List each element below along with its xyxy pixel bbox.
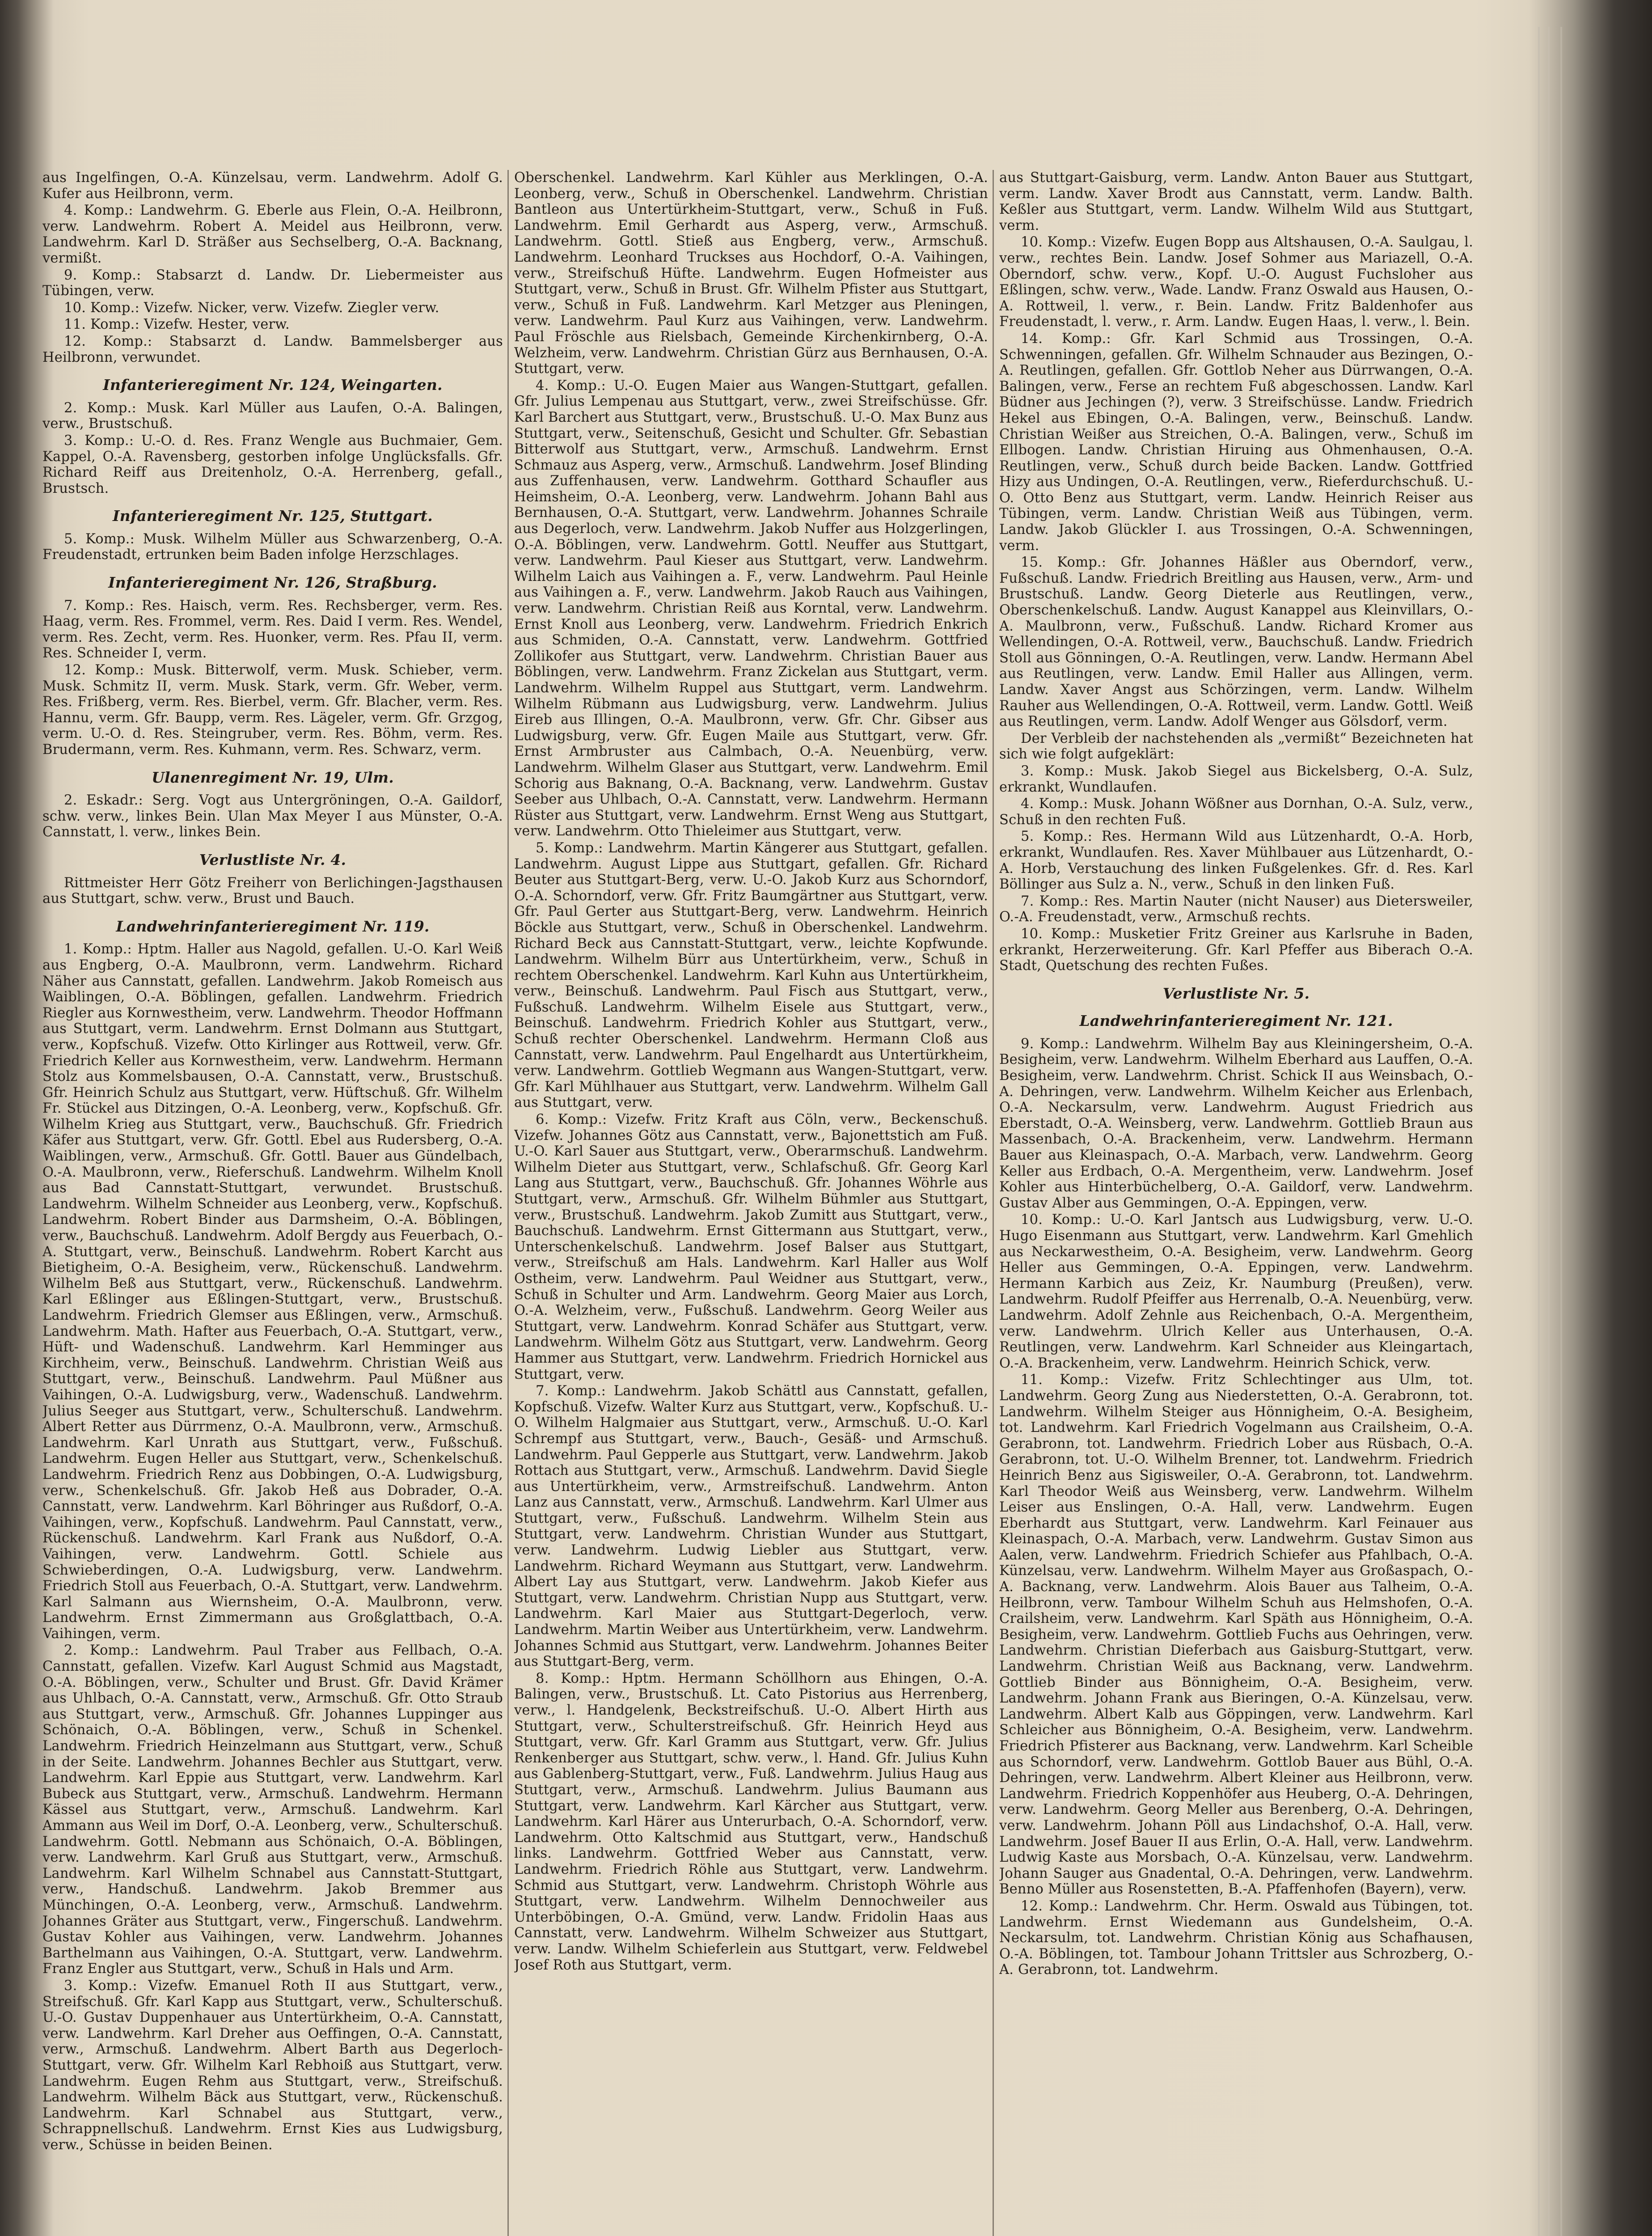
column-rule bbox=[993, 170, 994, 2236]
paragraph: aus Ingelfingen, O.-A. Künzelsau, verm. Landwehrm. Adolf G. Kufer aus Heilbronn, verm. bbox=[42, 170, 503, 202]
paragraph: 2. Komp.: Landwehrm. Paul Traber aus Fellbach, O.-A. Cannstatt, gefallen. Vizefw. Karl August Schmid aus Magstadt, O.-A. Böblingen, verw., Schulter und Brust. Gfr. David Krämer aus Uhlbach, O.-A. Cannstatt, verw., Armschuß. Gfr. Otto Straub aus Stuttgart, verw., Armschuß. Gfr. Johannes Luppinger aus Schönaich, O.-A. Böblingen, verw., Schuß in Schenkel. Landwehrm. Friedrich Heinzelmann aus Stuttgart, verw., Schuß in der Seite. Landwehrm. Johannes Bechler aus Stuttgart, verw. Landwehrm. Karl Eppie aus Stuttgart, verw. Landwehrm. Karl Bubeck aus Stuttgart, verw., Armschuß. Landwehrm. Hermann Kässel aus Stuttgart, verw., Armschuß. Landwehrm. Karl Ammann aus Weil im Dorf, O.-A. Leonberg, verw., Schulterschuß. Landwehrm. Gottl. Nebmann aus Schönaich, O.-A. Böblingen, verw. Landwehrm. Karl Gruß aus Stuttgart, verw., Armschuß. Landwehrm. Karl Wilhelm Schnabel aus Cannstatt-Stuttgart, verw., Handschuß. Landwehrm. Jakob Bremmer aus Münchingen, O.-A. Leonberg, verw., Armschuß. Landwehrm. Johannes Gräter aus Stuttgart, verw., Fingerschuß. Landwehrm. Gustav Kohler aus Vaihingen, verw. Landwehrm. Johannes Barthelmann aus Vaihingen, O.-A. Stuttgart, verw. Landwehrm. Franz Engler aus Stuttgart, verw., Schuß in Hals und Arm. bbox=[42, 1643, 503, 1977]
paragraph: 3. Komp.: Musk. Jakob Siegel aus Bickelsberg, O.-A. Sulz, erkrankt, Wundlaufen. bbox=[999, 763, 1473, 795]
paragraph: 15. Komp.: Gfr. Johannes Häßler aus Oberndorf, verw., Fußschuß. Landw. Friedrich Breitling aus Hausen, verw., Arm- und Brustschuß. Landw. Georg Dieterle aus Reutlingen, verw., Oberschenkelschuß. Landw. August Kanappel aus Kleinvillars, O.-A. Maulbronn, verw., Fußschuß. Landw. Richard Kromer aus Wellendingen, O.-A. Rottweil, verw., Bauchschuß. Landw. Friedrich Stoll aus Gönningen, O.-A. Reutlingen, verw. Landw. Hermann Abel aus Reutlingen, verw. Landw. Emil Haller aus Allingen, verm. Landw. Xaver Angst aus Schörzingen, verm. Landw. Wilhelm Rauher aus Wellendingen, O.-A. Rottweil, verm. Landw. Gottl. Weiß aus Reutlingen, verm. Landw. Adolf Wenger aus Gölsdorf, verm. bbox=[999, 555, 1473, 730]
paragraph: 10. Komp.: Musketier Fritz Greiner aus Karlsruhe in Baden, erkrankt, Herzerweiterung. Gfr. Karl Pfeffer aus Biberach O.-A. Stadt, Quetschung des rechten Fußes. bbox=[999, 926, 1473, 974]
paragraph: 2. Komp.: Musk. Karl Müller aus Laufen, O.-A. Balingen, verw., Brustschuß. bbox=[42, 400, 503, 432]
paragraph: Der Verbleib der nachstehenden als „vermißt“ Bezeichneten hat sich wie folgt aufgeklärt: bbox=[999, 730, 1473, 762]
column-rule bbox=[507, 170, 509, 2236]
page-edge-line bbox=[1538, 27, 1540, 2236]
paragraph: 10. Komp.: Vizefw. Eugen Bopp aus Altshausen, O.-A. Saulgau, l. verw., rechtes Bein. Landw. Josef Sohmer aus Mariazell, O.-A. Oberndorf, schw. verw., Kopf. U.-O. August Fuchsloher aus Eßlingen, schw. verw., Wade. Landw. Franz Oswald aus Hausen, O.-A. Rottweil, l. verw., r. Bein. Landw. Fritz Baldenhofer aus Freudenstadt, l. verw., r. Arm. Landw. Eugen Haas, l. verw., l. Bein. bbox=[999, 234, 1473, 330]
paragraph: aus Stuttgart-Gaisburg, verm. Landw. Anton Bauer aus Stuttgart, verm. Landw. Xaver Brodt aus Cannstatt, verm. Landw. Balth. Keßler aus Stuttgart, verm. Landw. Wilhelm Wild aus Stuttgart, verm. bbox=[999, 170, 1473, 233]
section-heading: Infanterieregiment Nr. 126, Straßburg. bbox=[108, 574, 437, 592]
paragraph: 2. Eskadr.: Serg. Vogt aus Untergröningen, O.-A. Gaildorf, schw. verw., linkes Bein. Ulan Max Meyer I aus Münster, O.-A. Cannstatt, l. verw., linkes Bein. bbox=[42, 792, 503, 840]
paragraph: 12. Komp.: Landwehrm. Chr. Herm. Oswald aus Tübingen, tot. Landwehrm. Ernst Wiedemann aus Gundelsheim, O.-A. Neckarsulm, tot. Landwehrm. Christian König aus Schafhausen, O.-A. Böblingen, tot. Tambour Johann Trittsler aus Schrozberg, O.-A. Gerabronn, tot. Landwehrm. bbox=[999, 1898, 1473, 1978]
page-edge-line bbox=[1548, 27, 1550, 2236]
paragraph: 6. Komp.: Vizefw. Fritz Kraft aus Cöln, verw., Beckenschuß. Vizefw. Johannes Götz aus Cannstatt, verw., Bajonettstich am Fuß. U.-O. Karl Sauer aus Stuttgart, verw., Oberarmschuß. Landwehrm. Wilhelm Dieter aus Stuttgart, verw., Schlafschuß. Gfr. Georg Karl Lang aus Stuttgart, verw., Bauchschuß. Gfr. Johannes Wöhrle aus Stuttgart, verw., Armschuß. Gfr. Wilhelm Bühmler aus Stuttgart, verw., Brustschuß. Landwehrm. Jakob Zumitt aus Stuttgart, verw., Bauchschuß. Landwehrm. Ernst Gittermann aus Stuttgart, verw., Unterschenkelschuß. Landwehrm. Josef Balser aus Stuttgart, verw., Streifschuß am Hals. Landwehrm. Karl Haller aus Wolf Ostheim, verw. Landwehrm. Paul Weidner aus Stuttgart, verw., Schuß in Schulter und Arm. Landwehrm. Georg Maier aus Lorch, O.-A. Welzheim, verw., Fußschuß. Landwehrm. Georg Weiler aus Stuttgart, verw. Landwehrm. Konrad Schäfer aus Stuttgart, verw. Landwehrm. Wilhelm Götz aus Stuttgart, verw. Landwehrm. Georg Hammer aus Stuttgart, verw. Landwehrm. Friedrich Hornickel aus Stuttgart, verw. bbox=[514, 1112, 988, 1382]
section-heading: Ulanenregiment Nr. 19, Ulm. bbox=[152, 768, 394, 786]
paragraph: 11. Komp.: Vizefw. Hester, verw. bbox=[64, 317, 290, 333]
paragraph: 7. Komp.: Landwehrm. Jakob Schättl aus Cannstatt, gefallen, Kopfschuß. Vizefw. Walter Kurz aus Stuttgart, verw., Kopfschuß. U.-O. Wilhelm Halgmaier aus Stuttgart, verw., Armschuß. U.-O. Karl Schrempf aus Stuttgart, verw., Bauch-, Gesäß- und Armschuß. Landwehrm. Paul Gepperle aus Stuttgart, verw. Landwehrm. Jakob Rottach aus Stuttgart, verw., Armschuß. Landwehrm. David Siegle aus Untertürkheim, verw., Armstreifschuß. Landwehrm. Anton Lanz aus Cannstatt, verw., Armschuß. Landwehrm. Karl Ulmer aus Stuttgart, verw., Fußschuß. Landwehrm. Wilhelm Stein aus Stuttgart, verw. Landwehrm. Christian Wunder aus Stuttgart, verw. Landwehrm. Ludwig Liebler aus Stuttgart, verw. Landwehrm. Richard Weymann aus Stuttgart, verw. Landwehrm. Albert Lay aus Stuttgart, verw. Landwehrm. Jakob Kiefer aus Stuttgart, verw. Landwehrm. Christian Nupp aus Stuttgart, verw. Landwehrm. Karl Maier aus Stuttgart-Degerloch, verw. Landwehrm. Martin Weiber aus Untertürkheim, verw. Landwehrm. Johannes Schmid aus Stuttgart, verw. Landwehrm. Johannes Beiter aus Stuttgart-Berg, verm. bbox=[514, 1383, 988, 1670]
column-right bbox=[999, 170, 1473, 2236]
paragraph: 5. Komp.: Musk. Wilhelm Müller aus Schwarzenberg, O.-A. Freudenstadt, ertrunken beim Baden infolge Herzschlages. bbox=[42, 531, 503, 563]
section-heading: Landwehrinfanterieregiment Nr. 121. bbox=[1079, 1012, 1393, 1030]
paragraph: 1. Komp.: Hptm. Haller aus Nagold, gefallen. U.-O. Karl Weiß aus Engberg, O.-A. Maulbronn, verm. Landwehrm. Richard Näher aus Cannstatt, gefallen. Landwehrm. Jakob Romeisch aus Waiblingen, O.-A. Böblingen, gefallen. Landwehrm. Friedrich Riegler aus Kornwestheim, verw. Landwehrm. Theodor Hoffmann aus Stuttgart, verm. Landwehrm. Ernst Dolmann aus Stuttgart, verw., Kopfschuß. Vizefw. Otto Kirlinger aus Rottweil, verw. Gfr. Friedrich Keller aus Kornwestheim, verw. Landwehrm. Hermann Stolz aus Kommelsbausen, O.-A. Cannstatt, verw., Brustschuß. Gfr. Heinrich Schulz aus Stuttgart, verw. Hüftschuß. Gfr. Wilhelm Fr. Stückel aus Ditzingen, O.-A. Leonberg, verw., Kopfschuß. Gfr. Wilhelm Krieg aus Stuttgart, verw., Bauchschuß. Gfr. Friedrich Käfer aus Stuttgart, verw. Gfr. Gottl. Ebel aus Rudersberg, O.-A. Waiblingen, verw., Armschuß. Gfr. Gottl. Bauer aus Gündelbach, O.-A. Maulbronn, verw., Rieferschuß. Landwehrm. Wilhelm Knoll aus Bad Cannstatt-Stuttgart, verwundet. Brustschuß. Landwehrm. Wilhelm Schneider aus Leonberg, verw., Kopfschuß. Landwehrm. Robert Binder aus Darmsheim, O.-A. Böblingen, verw., Bauchschuß. Landwehrm. Adolf Bergdy aus Feuerbach, O.-A. Stuttgart, verw., Beinschuß. Landwehrm. Robert Karcht aus Bietigheim, O.-A. Besigheim, verw., Rückenschuß. Landwehrm. Wilhelm Beß aus Stuttgart, verw., Rückenschuß. Landwehrm. Karl Eßlinger aus Eßlingen-Stuttgart, verw., Brustschuß. Landwehrm. Friedrich Glemser aus Eßlingen, verw., Armschuß. Landwehrm. Math. Hafter aus Feuerbach, O.-A. Stuttgart, verw., Hüft- und Wadenschuß. Landwehrm. Karl Hemminger aus Kirchheim, verw., Beinschuß. Landwehrm. Christian Weiß aus Stuttgart, verw., Beinschuß. Landwehrm. Paul Müßner aus Vaihingen, O.-A. Ludwigsburg, verw., Wadenschuß. Landwehrm. Julius Seeger aus Stuttgart, verw., Schulterschuß. Landwehrm. Albert Retter aus Dürrmenz, O.-A. Maulbronn, verw., Armschuß. Landwehrm. Karl Unrath aus Stuttgart, verw., Fußschuß. Landwehrm. Eugen Heller aus Stuttgart, verw., Schenkelschuß. Landwehrm. Friedrich Renz aus Dobbingen, O.-A. Ludwigsburg, verw., Schenkelschuß. Gfr. Jakob Heß aus Dobrader, O.-A. Cannstatt, verw. Landwehrm. Karl Böhringer aus Rußdorf, O.-A. Vaihingen, verw., Kopfschuß. Landwehrm. Paul Cannstatt, verw., Rückenschuß. Landwehrm. Karl Frank aus Nußdorf, O.-A. Vaihingen, verw. Landwehrm. Gottl. Schiele aus Schwieberdingen, O.-A. Ludwigsburg, verw. Landwehrm. Friedrich Stoll aus Feuerbach, O.-A. Stuttgart, verw. Landwehrm. Karl Salmann aus Wiernsheim, O.-A. Maulbronn, verw. Landwehrm. Ernst Zimmermann aus Großglattbach, O.-A. Vaihingen, verm. bbox=[42, 941, 503, 1642]
paragraph: Rittmeister Herr Götz Freiherr von Berlichingen-Jagsthausen aus Stuttgart, schw. verw., Brust und Bauch. bbox=[42, 875, 503, 907]
column-left bbox=[42, 170, 503, 2236]
paragraph: 11. Komp.: Vizefw. Fritz Schlechtinger aus Ulm, tot. Landwehrm. Georg Zung aus Niederstetten, O.-A. Gerabronn, tot. Landwehrm. Wilhelm Steiger aus Hönnigheim, O.-A. Besigheim, tot. Landwehrm. Karl Friedrich Vogelmann aus Crailsheim, O.-A. Gerabronn, tot. Landwehrm. Friedrich Lober aus Rüsbach, O.-A. Gerabronn, tot. U.-O. Wilhelm Brenner, tot. Landwehrm. Friedrich Heinrich Benz aus Sigisweiler, O.-A. Gerabronn, tot. Landwehrm. Karl Theodor Weiß aus Weinsberg, verw. Landwehrm. Wilhelm Leiser aus Enslingen, O.-A. Hall, verw. Landwehrm. Eugen Eberhardt aus Stuttgart, verw. Landwehrm. Karl Feinauer aus Kleinaspach, O.-A. Marbach, verw. Landwehrm. Gustav Simon aus Aalen, verw. Landwehrm. Friedrich Schiefer aus Pfahlbach, O.-A. Künzelsau, verw. Landwehrm. Wilhelm Mayer aus Großaspach, O.-A. Backnang, verw. Landwehrm. Alois Bauer aus Talheim, O.-A. Heilbronn, verw. Tambour Wilhelm Schuh aus Helmshofen, O.-A. Crailsheim, verw. Landwehrm. Karl Späth aus Hönnigheim, O.-A. Besigheim, verw. Landwehrm. Gottlieb Fuchs aus Oehringen, verw. Landwehrm. Christian Dieferbach aus Gaisburg-Stuttgart, verw. Landwehrm. Christian Weiß aus Backnang, verw. Landwehrm. Gottlieb Binder aus Bönnigheim, O.-A. Besigheim, verw. Landwehrm. Johann Frank aus Bieringen, O.-A. Künzelsau, verw. Landwehrm. Albert Kalb aus Göppingen, verw. Landwehrm. Karl Schleicher aus Bönnigheim, O.-A. Besigheim, verw. Landwehrm. Friedrich Pfisterer aus Backnang, verw. Landwehrm. Karl Scheible aus Schorndorf, verw. Landwehrm. Gottlob Bauer aus Bühl, O.-A. Dehringen, verw. Landwehrm. Albert Kleiner aus Heilbronn, verw. Landwehrm. Friedrich Koppenhöfer aus Heuberg, O.-A. Dehringen, verw. Landwehrm. Georg Meller aus Berenberg, O.-A. Dehringen, verw. Landwehrm. Johann Pöll aus Lindachshof, O.-A. Hall, verw. Landwehrm. Josef Bauer II aus Erlin, O.-A. Hall, verw. Landwehrm. Ludwig Kaste aus Morsbach, O.-A. Künzelsau, verw. Landwehrm. Johann Sauger aus Gnadental, O.-A. Dehringen, verw. Landwehrm. Benno Müller aus Rosenstetten, B.-A. Pfaffenhofen (Bayern), verw. bbox=[999, 1372, 1473, 1897]
paragraph: Oberschenkel. Landwehrm. Karl Kühler aus Merklingen, O.-A. Leonberg, verw., Schuß in Oberschenkel. Landwehrm. Christian Bantleon aus Untertürkheim-Stuttgart, verw., Schuß in Fuß. Landwehrm. Emil Gerhardt aus Asperg, verw., Armschuß. Landwehrm. Gottl. Stieß aus Engberg, verw., Armschuß. Landwehrm. Leonhard Truckses aus Hochdorf, O.-A. Vaihingen, verw., Streifschuß Hüfte. Landwehrm. Eugen Hofmeister aus Stuttgart, verw., Schuß in Brust. Gfr. Wilhelm Pfister aus Stuttgart, verw., Schuß in Fuß. Landwehrm. Karl Metzger aus Pleningen, verw. Landwehrm. Paul Kurz aus Vaihingen, verw. Landwehrm. Paul Fröschle aus Rielsbach, Gemeinde Kirchenkirnberg, O.-A. Welzheim, verw. Landwehrm. Christian Gürz aus Bernhausen, O.-A. Stuttgart, verw. bbox=[514, 170, 988, 377]
paragraph: 10. Komp.: Vizefw. Nicker, verw. Vizefw. Ziegler verw. bbox=[64, 300, 439, 316]
paragraph: 3. Komp.: U.-O. d. Res. Franz Wengle aus Buchmaier, Gem. Kappel, O.-A. Ravensberg, gestorben infolge Unglücksfalls. Gfr. Richard Reiff aus Dreitenholz, O.-A. Herrenberg, gefall., Brustsch. bbox=[42, 432, 503, 496]
section-heading: Infanterieregiment Nr. 125, Stuttgart. bbox=[113, 507, 433, 525]
paragraph: 7. Komp.: Res. Martin Nauter (nicht Nauser) aus Dietersweiler, O.-A. Freudenstadt, verw., Armschuß rechts. bbox=[999, 893, 1473, 925]
section-heading: Landwehrinfanterieregiment Nr. 119. bbox=[116, 917, 430, 935]
column-middle bbox=[514, 170, 988, 2236]
paragraph: 8. Komp.: Hptm. Hermann Schöllhorn aus Ehingen, O.-A. Balingen, verw., Brustschuß. Lt. Cato Pistorius aus Herrenberg, verw., l. Handgelenk, Beckstreifschuß. U.-O. Albert Hirth aus Stuttgart, verw., Schulterstreifschuß. Gfr. Heinrich Heyd aus Stuttgart, verw. Gfr. Karl Gramm aus Stuttgart, verw. Gfr. Julius Renkenberger aus Stuttgart, schw. verw., l. Hand. Gfr. Julius Kuhn aus Gablenberg-Stuttgart, verw., Fuß. Landwehrm. Julius Haug aus Stuttgart, verw., Armschuß. Landwehrm. Julius Baumann aus Stuttgart, verw. Landwehrm. Karl Kärcher aus Stuttgart, verw. Landwehrm. Karl Härer aus Unterurbach, O.-A. Schorndorf, verw. Landwehrm. Otto Kaltschmid aus Stuttgart, verw., Handschuß links. Landwehrm. Gottfried Weber aus Cannstatt, verw. Landwehrm. Friedrich Röhle aus Stuttgart, verw. Landwehrm. Schmid aus Stuttgart, verw. Landwehrm. Christoph Wöhrle aus Stuttgart, verw. Landwehrm. Wilhelm Dennochweiler aus Unterböbingen, O.-A. Gmünd, verw. Landw. Fridolin Haas aus Cannstatt, verw. Landwehrm. Wilhelm Schweizer aus Stuttgart, verw. Landw. Wilhelm Schieferlein aus Stuttgart, verw. Feldwebel Josef Roth aus Stuttgart, verm. bbox=[514, 1670, 988, 1973]
paragraph: 12. Komp.: Stabsarzt d. Landw. Bammelsberger aus Heilbronn, verwundet. bbox=[42, 333, 503, 365]
paragraph: 4. Komp.: Landwehrm. G. Eberle aus Flein, O.-A. Heilbronn, verw. Landwehrm. Robert A. Meidel aus Heilbronn, verw. Landwehrm. Karl D. Sträßer aus Sechselberg, O.-A. Backnang, vermißt. bbox=[42, 203, 503, 266]
section-heading: Infanterieregiment Nr. 124, Weingarten. bbox=[103, 376, 443, 394]
paragraph: 10. Komp.: U.-O. Karl Jantsch aus Ludwigsburg, verw. U.-O. Hugo Eisenmann aus Stuttgart, verw. Landwehrm. Karl Gmehlich aus Neckarwestheim, O.-A. Besigheim, verw. Landwehrm. Georg Heller aus Gemmingen, O.-A. Eppingen, verw. Landwehrm. Hermann Karbich aus Zeiz, Kr. Naumburg (Preußen), verw. Landwehrm. Rudolf Pfeiffer aus Herrenalb, O.-A. Neuenbürg, verw. Landwehrm. Adolf Zehnle aus Reichenbach, O.-A. Mergentheim, verw. Landwehrm. Ulrich Keller aus Unterhausen, O.-A. Reutlingen, verw. Landwehrm. Karl Schneider aus Kleingartach, O.-A. Brackenheim, verw. Landwehrm. Heinrich Schick, verw. bbox=[999, 1212, 1473, 1371]
page-edge-line bbox=[1560, 27, 1562, 2236]
paragraph: 12. Komp.: Musk. Bitterwolf, verm. Musk. Schieber, verm. Musk. Schmitz II, verm. Musk. Stark, verm. Gfr. Weber, verm. Res. Frißberg, verm. Res. Bierbel, verm. Gfr. Blacher, verm. Res. Hannu, verm. Gfr. Baupp, verm. Res. Lägeler, verm. Gfr. Grzgog, verm. U.-O. d. Res. Steingruber, verm. Res. Böhm, verm. Res. Brudermann, verm. Res. Kuhmann, verm. Res. Schwarz, verm. bbox=[42, 662, 503, 758]
paragraph: 9. Komp.: Landwehrm. Wilhelm Bay aus Kleiningersheim, O.-A. Besigheim, verw. Landwehrm. Wilhelm Eberhard aus Lauffen, O.-A. Besigheim, verw. Landwehrm. Christ. Schick II aus Weinsbach, O.-A. Dehringen, verw. Landwehrm. Wilhelm Keicher aus Erlenbach, O.-A. Neckarsulm, verw. Landwehrm. August Friedrich aus Eberstadt, O.-A. Weinsberg, verw. Landwehrm. Gottlieb Braun aus Massenbach, O.-A. Brackenheim, verw. Landwehrm. Hermann Bauer aus Kleinaspach, O.-A. Marbach, verw. Landwehrm. Georg Keller aus Erdbach, O.-A. Mergentheim, verw. Landwehrm. Josef Kohler aus Hinterbüchelberg, O.-A. Gaildorf, verw. Landwehrm. Gustav Alber aus Gemmingen, O.-A. Eppingen, verw. bbox=[999, 1036, 1473, 1211]
paragraph: 4. Komp.: U.-O. Eugen Maier aus Wangen-Stuttgart, gefallen. Gfr. Julius Lempenau aus Stuttgart, verw., zwei Streifschüsse. Gfr. Karl Barchert aus Stuttgart, verw., Brustschuß. U.-O. Max Bunz aus Stuttgart, verw., Seitenschuß, Gesicht und Schulter. Gfr. Sebastian Bitterwolf aus Stuttgart, verw., Armschuß. Landwehrm. Ernst Schmauz aus Asperg, verw., Armschuß. Landwehrm. Josef Blinding aus Zuffenhausen, verw. Landwehrm. Gotthard Schaufler aus Heimsheim, O.-A. Leonberg, verw. Landwehrm. Johann Bahl aus Bernhausen, O.-A. Stuttgart, verw. Landwehrm. Johannes Schraile aus Degerloch, verw. Landwehrm. Jakob Nuffer aus Holzgerlingen, O.-A. Böblingen, verw. Landwehrm. Gottl. Neuffer aus Stuttgart, verw. Landwehrm. Paul Kieser aus Stuttgart, verw. Landwehrm. Wilhelm Laich aus Vaihingen a. F., verw. Landwehrm. Paul Heinle aus Vaihingen a. F., verw. Landwehrm. Jakob Rauch aus Vaihingen, verw. Landwehrm. Christian Reiß aus Korntal, verw. Landwehrm. Ernst Knoll aus Leonberg, verw. Landwehrm. Friedrich Enkrich aus Schmiden, O.-A. Cannstatt, verw. Landwehrm. Gottfried Zollikofer aus Stuttgart, verw. Landwehrm. Christian Bauer aus Böblingen, verw. Landwehrm. Franz Zickelan aus Stuttgart, verm. Landwehrm. Wilhelm Ruppel aus Stuttgart, verm. Landwehrm. Wilhelm Rübmann aus Ludwigsburg, verw. Landwehrm. Julius Eireb aus Illingen, O.-A. Maulbronn, verw. Gfr. Chr. Gibser aus Ludwigsburg, verw. Gfr. Eugen Maile aus Stuttgart, verw. Gfr. Ernst Armbruster aus Calmbach, O.-A. Neuenbürg, verw. Landwehrm. Wilhelm Glaser aus Stuttgart, verw. Landwehrm. Emil Schorig aus Baknang, O.-A. Backnang, verw. Landwehrm. Gustav Seeber aus Uhlbach, O.-A. Cannstatt, verw. Landwehrm. Hermann Rüster aus Stuttgart, verw. Landwehrm. Ernst Weng aus Stuttgart, verw. Landwehrm. Otto Thieleimer aus Stuttgart, verw. bbox=[514, 377, 988, 839]
newspaper-page bbox=[42, 170, 1478, 2236]
paragraph: 7. Komp.: Res. Haisch, verm. Res. Rechsberger, verm. Res. Haag, verm. Res. Frommel, verm. Res. Daid I verm. Res. Wendel, verm. Res. Zecht, verm. Res. Huonker, verm. Res. Pfau II, verm. Res. Schneider I, verm. bbox=[42, 597, 503, 661]
paragraph: 14. Komp.: Gfr. Karl Schmid aus Trossingen, O.-A. Schwenningen, gefallen. Gfr. Wilhelm Schnauder aus Bezingen, O.-A. Reutlingen, gefallen. Gfr. Gottlob Neher aus Dürrwangen, O.-A. Balingen, verw., Ferse an rechtem Fuß abgeschossen. Landw. Karl Büdner aus Jechingen (?), verw. 3 Streifschüsse. Landw. Friedrich Hekel aus Ebingen, O.-A. Balingen, verw., Beinschuß. Landw. Christian Weißer aus Streichen, O.-A. Balingen, verw., Schuß im Ellbogen. Landw. Christian Hiruing aus Ohmenhausen, O.-A. Reutlingen, verw., Schuß durch beide Backen. Landw. Gottfried Hizy aus Undingen, O.-A. Reutlingen, verw., Rieferdurchschuß. U.-O. Otto Benz aus Stuttgart, verm. Landw. Heinrich Reiser aus Tübingen, verm. Landw. Christian Weiß aus Tübingen, verm. Landw. Jakob Glückler I. aus Trossingen, O.-A. Schwenningen, verm. bbox=[999, 330, 1473, 554]
paragraph: 4. Komp.: Musk. Johann Wößner aus Dornhan, O.-A. Sulz, verw., Schuß in den rechten Fuß. bbox=[999, 796, 1473, 828]
paragraph: 5. Komp.: Landwehrm. Martin Kängerer aus Stuttgart, gefallen. Landwehrm. August Lippe aus Stuttgart, gefallen. Gfr. Richard Beuter aus Stuttgart-Berg, verw. U.-O. Jakob Kurz aus Schorndorf, O.-A. Schorndorf, verw. Gfr. Fritz Baumgärtner aus Stuttgart, verw. Gfr. Paul Gerter aus Stuttgart-Berg, verw. Landwehrm. Heinrich Böckle aus Stuttgart, verw., Schuß in Oberschenkel. Landwehrm. Richard Beck aus Cannstatt-Stuttgart, verw., leichte Kopfwunde. Landwehrm. Wilhelm Bürr aus Untertürkheim, verw., Schuß in rechtem Oberschenkel. Landwehrm. Karl Kuhn aus Untertürkheim, verw., Beinschuß. Landwehrm. Paul Fisch aus Stuttgart, verw., Fußschuß. Landwehrm. Wilhelm Eisele aus Stuttgart, verw., Beinschuß. Landwehrm. Friedrich Kohler aus Stuttgart, verw., Schuß rechter Oberschenkel. Landwehrm. Hermann Cloß aus Cannstatt, verw. Landwehrm. Paul Engelhardt aus Untertürkheim, verw. Landwehrm. Gottlieb Wegmann aus Wangen-Stuttgart, verw. Gfr. Karl Mühlhauer aus Stuttgart, verw. Landwehrm. Wilhelm Gall aus Stuttgart, verw. bbox=[514, 840, 988, 1111]
paragraph: 9. Komp.: Stabsarzt d. Landw. Dr. Liebermeister aus Tübingen, verw. bbox=[42, 267, 503, 299]
paragraph: 5. Komp.: Res. Hermann Wild aus Lützenhardt, O.-A. Horb, erkrankt, Wundlaufen. Res. Xaver Mühlbauer aus Lützenhardt, O.-A. Horb, Verstauchung des linken Fußgelenkes. Gfr. d. Res. Karl Böllinger aus Sulz a. N., verw., Schuß in den linken Fuß. bbox=[999, 829, 1473, 893]
section-heading: Verlustliste Nr. 5. bbox=[1162, 984, 1310, 1002]
section-heading: Verlustliste Nr. 4. bbox=[199, 851, 346, 868]
paragraph: 3. Komp.: Vizefw. Emanuel Roth II aus Stuttgart, verw., Streifschuß. Gfr. Karl Kapp aus Stuttgart, verw., Schulterschuß. U.-O. Gustav Duppenhauer aus Untertürkheim, O.-A. Cannstatt, verw. Landwehrm. Karl Dreher aus Oeffingen, O.-A. Cannstatt, verw., Armschuß. Landwehrm. Albert Barth aus Degerloch-Stuttgart, verw. Gfr. Wilhelm Karl Rebhoiß aus Stuttgart, verw. Landwehrm. Eugen Rehm aus Stuttgart, verw., Streifschuß. Landwehrm. Wilhelm Bäck aus Stuttgart, verw., Rückenschuß. Landwehrm. Karl Schnabel aus Stuttgart, verw., Schrappnellschuß. Landwehrm. Ernst Kies aus Ludwigsburg, verw., Schüsse in beiden Beinen. bbox=[42, 1978, 503, 2153]
